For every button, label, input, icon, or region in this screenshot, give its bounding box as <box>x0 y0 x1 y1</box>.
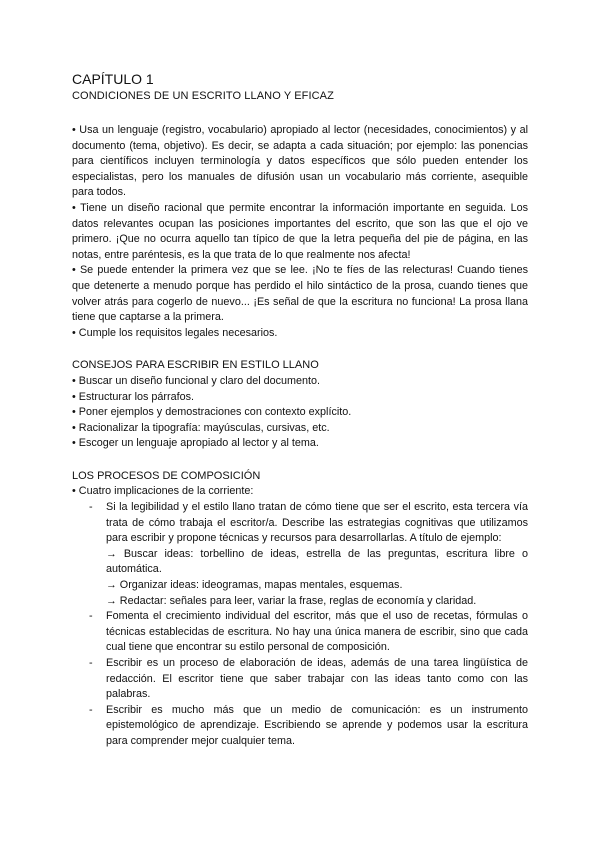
chapter-subtitle: CONDICIONES DE UN ESCRITO LLANO Y EFICAZ <box>72 90 334 102</box>
dash-bullet: - <box>89 501 93 514</box>
list-item <box>72 609 528 656</box>
list-item-text: Fomenta el crecimiento individual del escritor, más que el uso de recetas, fórmulas o técnicas establecidas de escritura. No hay una única manera de escribir, sino que cada cual tiene que encontrar su estilo personal de composición. <box>106 610 528 654</box>
list-item <box>72 500 528 609</box>
procesos-intro: • Cuatro implicaciones de la corriente: <box>72 485 254 498</box>
list-item: • Escoger un lenguaje apropiado al lector y al tema. <box>72 437 319 450</box>
intro-paragraph: • Usa un lenguaje (registro, vocabulario) apropiado al lector (necesidades, conocimientos) y al documento (tema, objetivo). Es decir, se adapta a cada situación; por ejemplo: las ponencias para científicos incluyen terminología y datos específicos que sólo pueden entender los especialistas, pero los manuales de difusión usan un vocabulario más corriente, asequible para todos. <box>72 124 528 199</box>
sub-item: → Organizar ideas: ideogramas, mapas mentales, esquemas. <box>106 579 403 592</box>
intro-paragraph: • Se puede entender la primera vez que se lee. ¡No te fíes de las relecturas! Cuando tienes que detenerte a menudo porque has perdido el hilo sintáctico de la prosa, cuando tienes que volver atrás para cogerlo de nuevo... ¡Es señal de que la escritura no funciona! La prosa llana tiene que captarse a la primera. <box>72 264 528 324</box>
dash-bullet: - <box>89 703 93 716</box>
list-item: • Estructurar los párrafos. <box>72 390 194 403</box>
procesos-heading: LOS PROCESOS DE COMPOSICIÓN <box>72 469 261 482</box>
dash-bullet: - <box>89 610 93 623</box>
intro-paragraph: • Tiene un diseño racional que permite encontrar la información importante en seguida. Los datos relevantes ocupan las posiciones importantes del escrito, que son las que el ojo ve primero. ¡Que no ocurra aquello tan típico de que la letra pequeña del pie de página, en las notas, entre paréntesis, es la que trata de lo que realmente nos afecta! <box>72 201 528 261</box>
list-item-text: Si la legibilidad y el estilo llano tratan de cómo tiene que ser el escrito, esta tercera vía trata de cómo trabaja el escritor/a. Describe las estrategias cognitivas que utilizamos para escribir y propone técnicas y recursos para desarrollarlas. A título de ejemplo: <box>106 501 528 545</box>
list-item: • Racionalizar la tipografía: mayúsculas, cursivas, etc. <box>72 421 330 434</box>
dash-bullet: - <box>89 657 93 669</box>
consejos-list <box>72 374 528 452</box>
list-item-text: Escribir es mucho más que un medio de comunicación: es un instrumento epistemológico de aprendizaje. Escribiendo se aprende y podemos usar la escritura para comprender mejor cualquier tema. <box>106 703 528 747</box>
chapter-title: CAPÍTULO 1 <box>72 71 154 87</box>
list-item: • Buscar un diseño funcional y claro del documento. <box>72 374 321 387</box>
list-item <box>72 656 528 703</box>
consejos-heading: CONSEJOS PARA ESCRIBIR EN ESTILO LLANO <box>72 359 319 372</box>
sub-item: → Buscar ideas: torbellino de ideas, estrella de las preguntas, escritura libre o automática. <box>106 547 528 576</box>
intro-paragraph: • Cumple los requisitos legales necesarios. <box>72 326 278 339</box>
sub-item: → Redactar: señales para leer, variar la frase, reglas de economía y claridad. <box>106 594 477 607</box>
list-item <box>72 703 528 750</box>
procesos-list <box>72 500 528 750</box>
list-item: • Poner ejemplos y demostraciones con contexto explícito. <box>72 406 352 419</box>
list-item-text: Escribir es un proceso de elaboración de ideas, además de una tarea lingüística de redacción. El escritor tiene que saber trabajar con las ideas tanto como con las palabras. <box>106 657 528 701</box>
